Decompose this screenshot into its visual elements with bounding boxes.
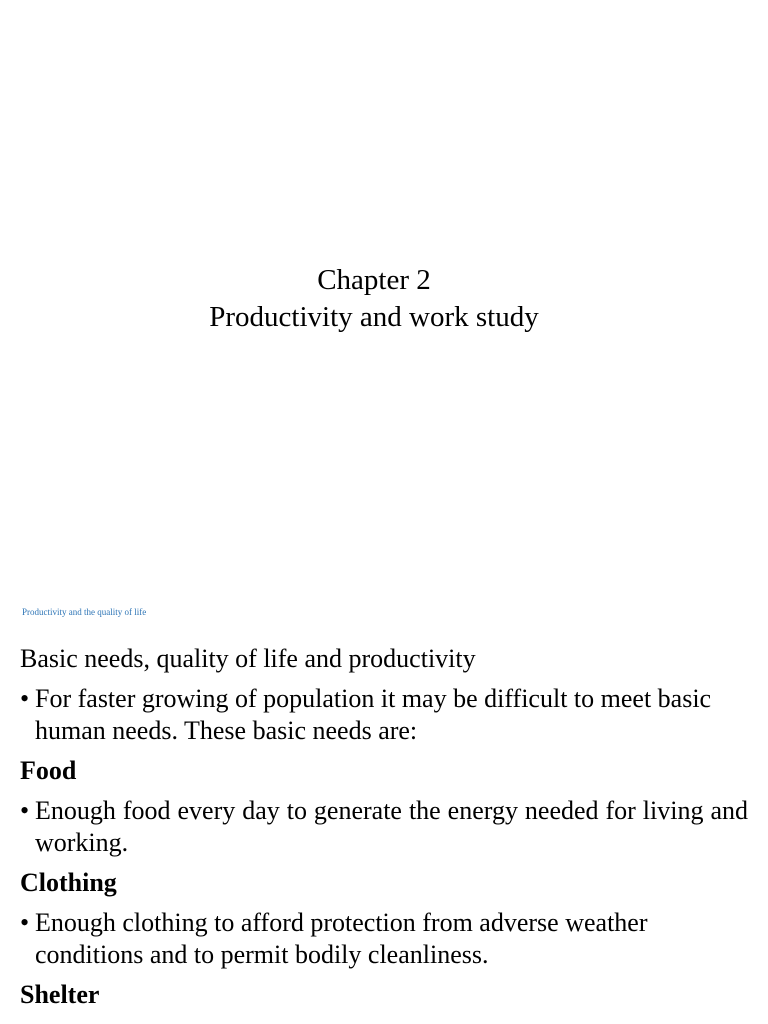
intro-heading: Basic needs, quality of life and productivity	[20, 644, 476, 673]
intro-bullet	[20, 683, 748, 747]
food-bullet-text: Enough food every day to generate the energy needed for living and working.	[35, 796, 748, 857]
clothing-bullet	[20, 907, 748, 971]
clothing-bullet-text: Enough clothing to afford protection from adverse weather conditions and to permit bodily cleanliness.	[35, 908, 648, 969]
clothing-heading: Clothing	[20, 868, 117, 897]
chapter-title: Productivity and work study	[209, 301, 539, 333]
slide-title	[0, 262, 748, 336]
food-heading: Food	[20, 756, 77, 785]
bullet-marker: •	[20, 796, 30, 825]
food-bullet	[20, 795, 748, 859]
bullet-marker: •	[20, 684, 30, 713]
section-header: Productivity and the quality of life	[22, 607, 147, 617]
shelter-heading: Shelter	[20, 980, 100, 1009]
bullet-marker: •	[20, 908, 30, 937]
intro-bullet-text: For faster growing of population it may be difficult to meet basic human needs. These basic needs are:	[35, 684, 712, 745]
slide-content	[20, 643, 748, 1019]
chapter-number: Chapter 2	[317, 264, 431, 296]
